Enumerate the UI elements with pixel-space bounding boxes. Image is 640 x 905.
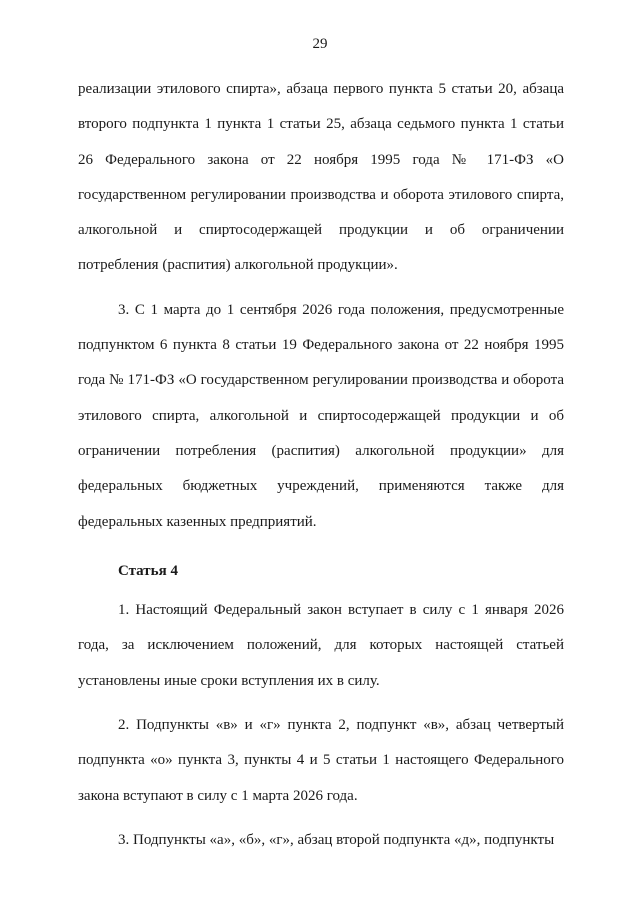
paragraph-continuation: реализации этилового спирта», абзаца первого пункта 5 статьи 20, абзаца второго подпункта 1 пункта 1 статьи 25, абзаца седьмого пункта 1 статьи 26 Федерального закона от 22 ноября 1995 года № 171-ФЗ «О государственном регулировании производства и оборота этилового спирта, алкогольной и спиртосодержащей продукции и об ограничении потребления (распития) алкогольной продукции». [78,81,564,274]
article-paragraph-3: 3. Подпункты «а», «б», «г», абзац второй подпункта «д», подпункты [118,831,555,848]
article-heading: Статья 4 [118,562,178,579]
paragraph-item-3: 3. С 1 марта до 1 сентября 2026 года положения, предусмотренные подпунктом 6 пункта 8 статьи 19 Федерального закона от 22 ноября 1995 года № 171-ФЗ «О государственном регулировании производства и оборота этилового спирта, алкогольной и спиртосодержащей продукции и об ограничении потребления (распития) алкогольной продукции» для федеральных бюджетных учреждений, применяются также для федеральных казенных предприятий. [78,301,564,530]
page-number: 29 [312,36,328,52]
article-paragraph-2: 2. Подпункты «в» и «г» пункта 2, подпункт «в», абзац четвертый подпункта «о» пункта 3, пункты 4 и 5 статьи 1 настоящего Федерального закона вступают в силу с 1 марта 2026 года. [78,717,564,804]
document-body [78,72,564,858]
article-paragraph-1: 1. Настоящий Федеральный закон вступает в силу с 1 января 2026 года, за исключением положений, для которых настоящей статьей установлены иные сроки вступления их в силу. [78,602,564,689]
